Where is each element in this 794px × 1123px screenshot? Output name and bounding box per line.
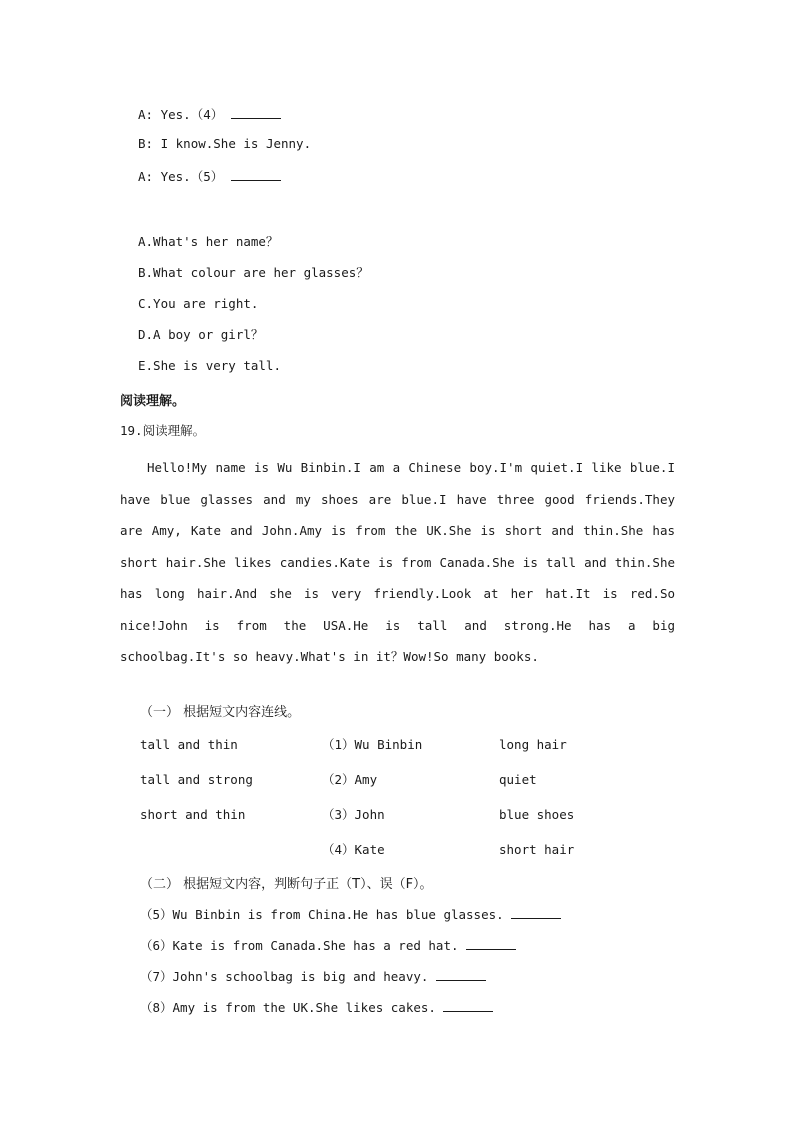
true-false-item bbox=[140, 905, 561, 923]
match-left-item[interactable]: tall and strong bbox=[140, 772, 253, 787]
blank-number: （5） bbox=[190, 169, 224, 184]
dialogue-text: Yes. bbox=[160, 169, 191, 184]
speaker-label: B: bbox=[138, 136, 154, 151]
match-right-item[interactable]: blue shoes bbox=[499, 807, 575, 822]
answer-blank[interactable] bbox=[231, 118, 281, 119]
question-number: 19. bbox=[120, 423, 143, 438]
match-middle-item[interactable]: （4）Kate bbox=[322, 842, 385, 857]
option-e: E.She is very tall. bbox=[138, 358, 281, 373]
match-right-item[interactable]: quiet bbox=[499, 772, 537, 787]
answer-blank[interactable] bbox=[443, 1011, 493, 1012]
match-middle-item[interactable]: （3）John bbox=[322, 807, 385, 822]
part2-title: （二） 根据短文内容，判断句子正（T）、误（F）。 bbox=[140, 877, 433, 892]
match-left-item[interactable]: short and thin bbox=[140, 807, 246, 822]
match-middle-item[interactable]: （2）Amy bbox=[322, 772, 378, 787]
answer-blank[interactable] bbox=[511, 918, 561, 919]
match-left-item[interactable]: tall and thin bbox=[140, 737, 238, 752]
dialogue-line bbox=[138, 136, 311, 151]
question-heading bbox=[120, 421, 205, 439]
statement-text: （6）Kate is from Canada.She has a red hat. bbox=[140, 938, 459, 953]
speaker-label: A: bbox=[138, 169, 154, 184]
answer-blank[interactable] bbox=[466, 949, 516, 950]
reading-passage bbox=[120, 452, 675, 673]
speaker-label: A: bbox=[138, 107, 154, 122]
option-d: D.A boy or girl？ bbox=[138, 327, 264, 342]
passage-text: Hello!My name is Wu Binbin.I am a Chinese boy.I'm quiet.I like blue.I have blue glasses and my shoes are blue.I have three good friends.They are Amy, Kate and John.Amy is from the UK.She is short and thin.She has short hair.She likes candies.Kate is from Canada.She is tall and thin.She has long hair.And she is very friendly.Look at her hat.It is red.So nice!John is from the USA.He is tall and strong.He has a big schoolbag.It's so heavy.What's in it？Wow!So many books. bbox=[120, 460, 675, 664]
question-title: 阅读理解。 bbox=[142, 423, 206, 438]
option-c: C.You are right. bbox=[138, 296, 259, 311]
dialogue-text: I know.She is Jenny. bbox=[160, 136, 312, 151]
option-b: B.What colour are her glasses？ bbox=[138, 265, 369, 280]
statement-text: （7）John's schoolbag is big and heavy. bbox=[140, 969, 429, 984]
dialogue-line bbox=[138, 167, 281, 185]
match-right-item[interactable]: long hair bbox=[499, 737, 567, 752]
true-false-item bbox=[140, 998, 493, 1016]
statement-text: （8）Amy is from the UK.She likes cakes. bbox=[140, 1000, 436, 1015]
answer-blank[interactable] bbox=[231, 180, 281, 181]
dialogue-text: Yes. bbox=[160, 107, 191, 122]
part1-title: （一） 根据短文内容连线。 bbox=[140, 705, 301, 720]
answer-blank[interactable] bbox=[436, 980, 486, 981]
match-middle-item[interactable]: （1）Wu Binbin bbox=[322, 737, 423, 752]
true-false-item bbox=[140, 936, 516, 954]
dialogue-line bbox=[138, 105, 281, 123]
section-title: 阅读理解。 bbox=[120, 394, 186, 409]
blank-number: （4） bbox=[190, 107, 224, 122]
match-right-item[interactable]: short hair bbox=[499, 842, 575, 857]
statement-text: （5）Wu Binbin is from China.He has blue glasses. bbox=[140, 907, 504, 922]
option-a: A.What's her name？ bbox=[138, 234, 279, 249]
true-false-item bbox=[140, 967, 486, 985]
